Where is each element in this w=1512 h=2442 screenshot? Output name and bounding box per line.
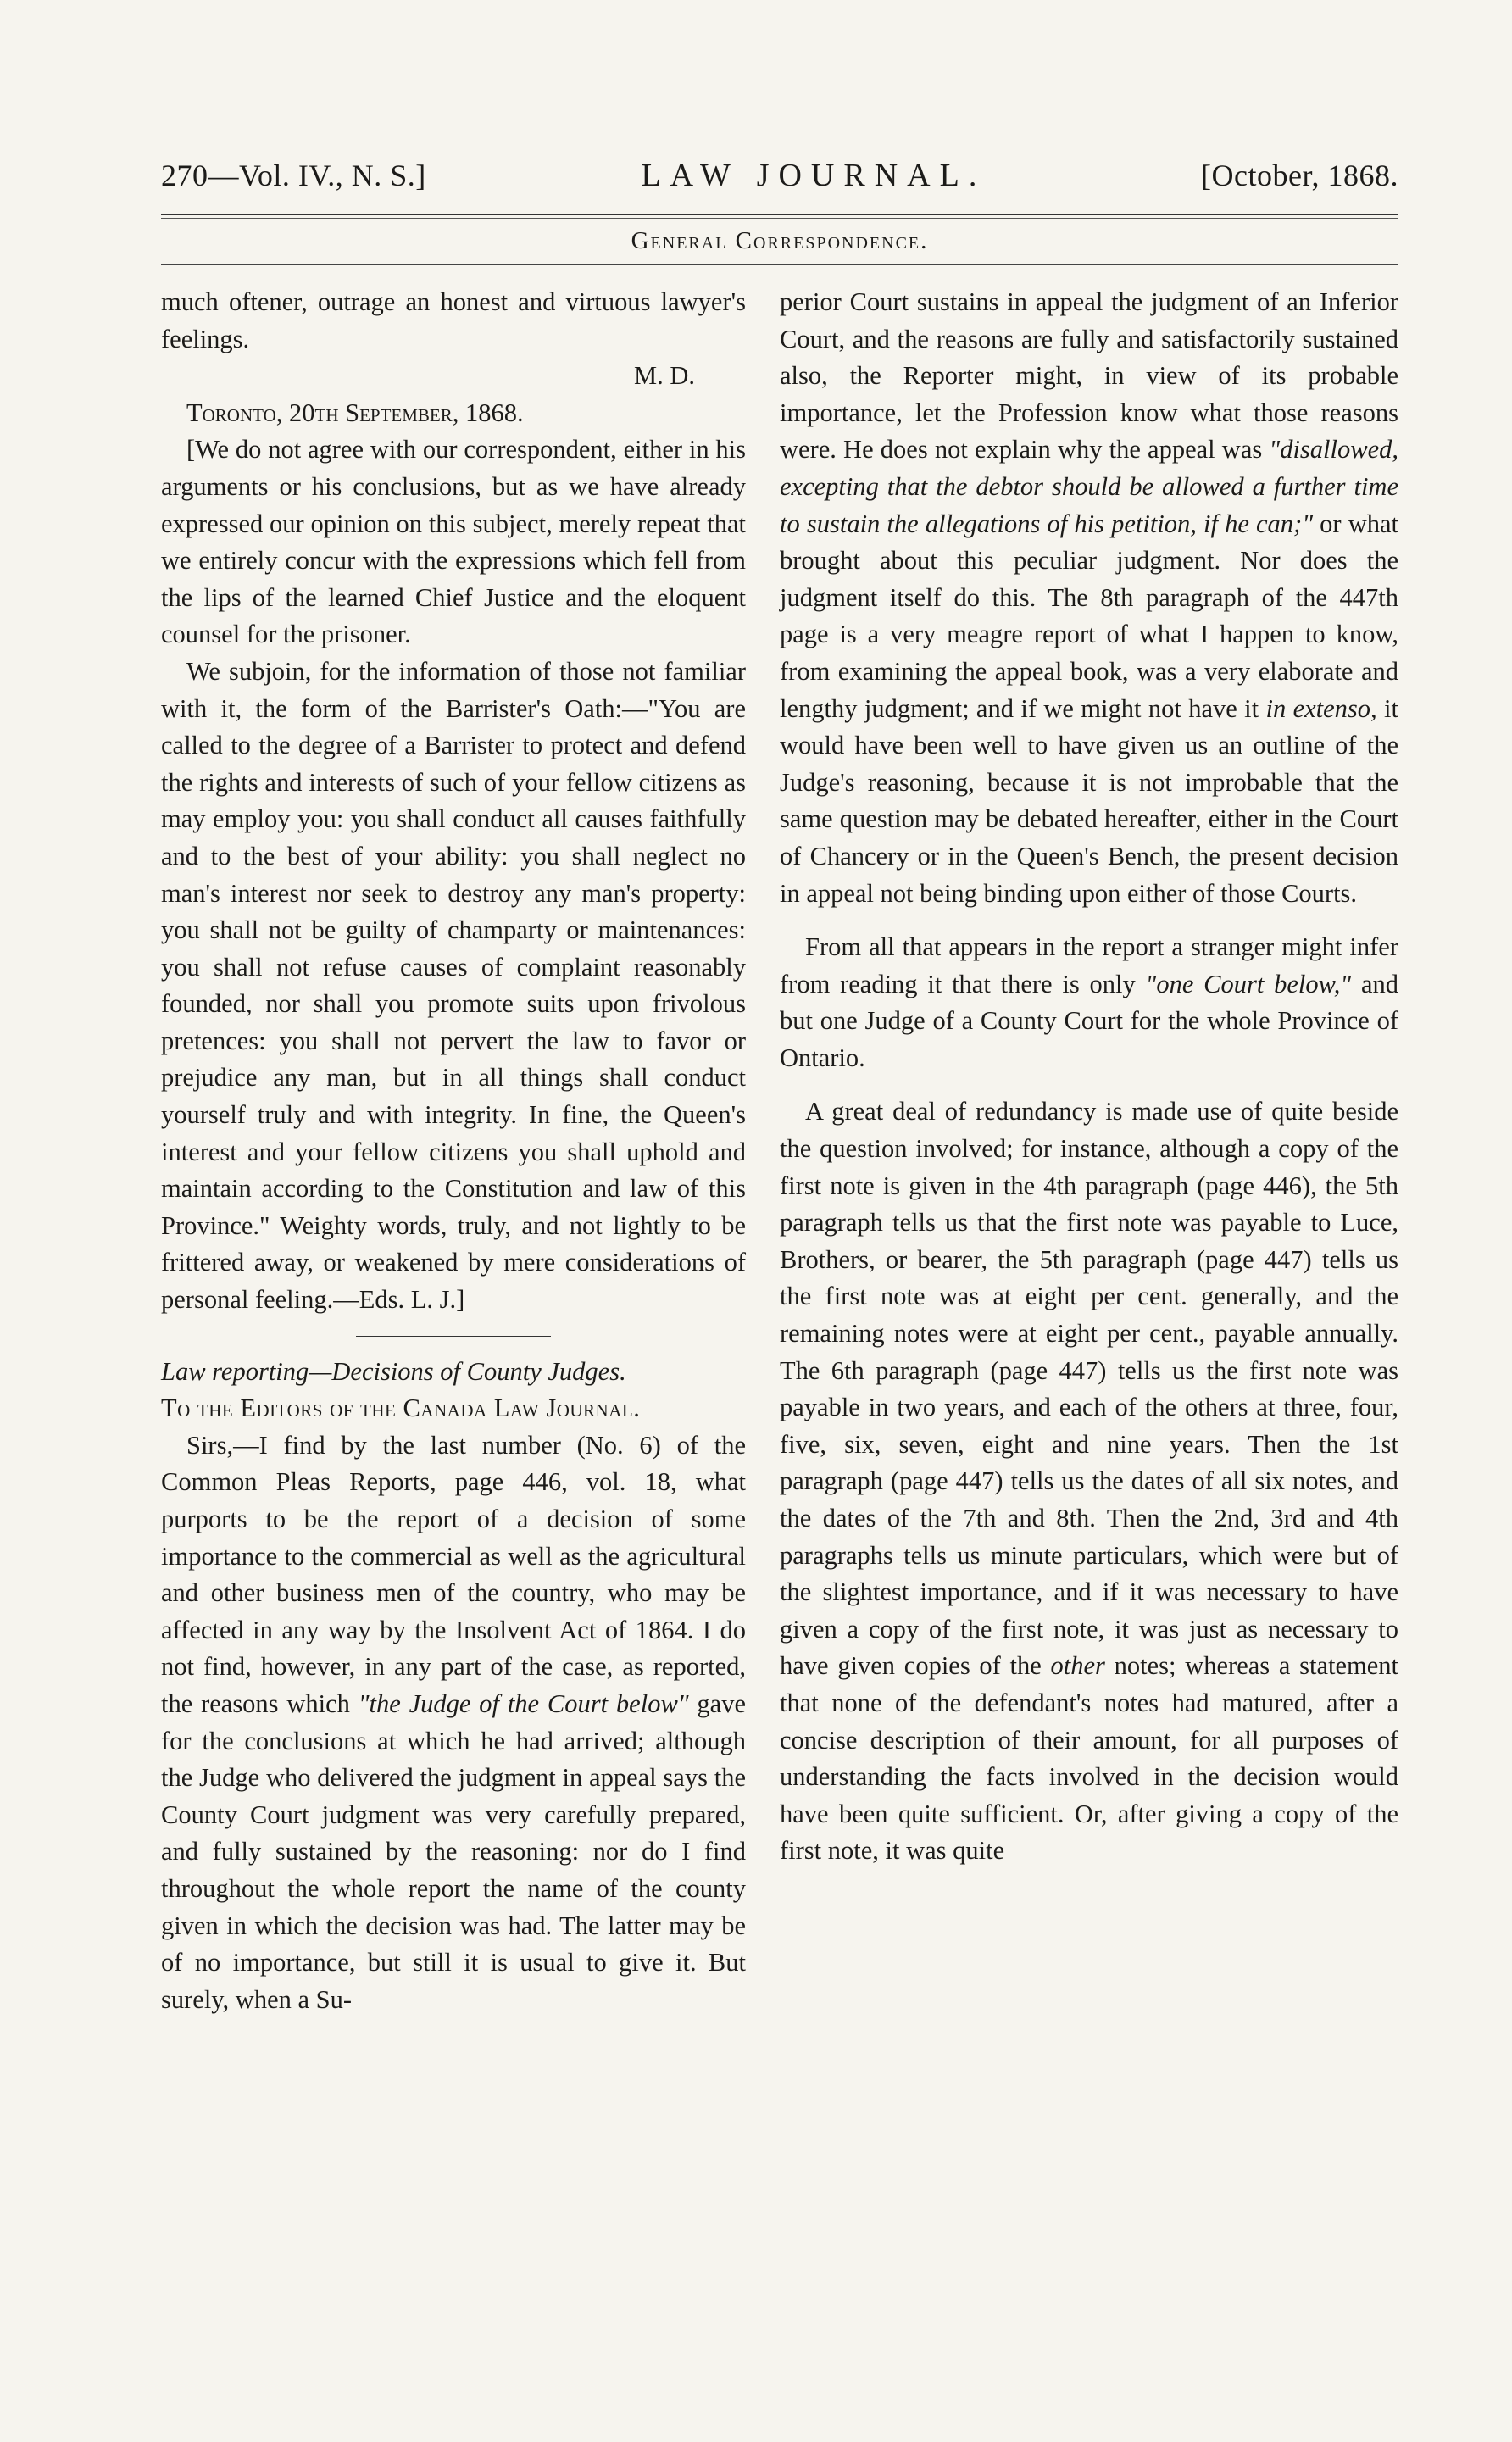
header-rule-thick [161,214,1398,215]
to-editors-line: To the Editors of the Canada Law Journal. [161,1393,641,1423]
letter-text-a: Sirs,—I find by the last number (No. 6) of the Common Pleas Reports, page 446, vol. 18, what purports to be the report of a decision of some importance to the commercial as well as the agricultural and other business men of the country, who may be affected in any way by the Insolvent Act of 1864. I do not find, however, in any part of the case, as reported, the reasons which [161,1430,746,1718]
right-paragraph-3 [780,1093,1398,1869]
article-heading: Law reporting—Decisions of County Judges. [161,1356,626,1386]
section-rule [161,264,1398,265]
right-paragraph-1 [780,284,1398,912]
article-separator [356,1336,551,1337]
right-text-b: or what brought about this peculiar judgment. Nor does the judgment itself do this. The 8th paragraph of the 447th page is a very meagre report of what I happen to know, from examining the appeal book, was a very elaborate and lengthy judgment; and if we might not have it [780,509,1398,723]
right-column [780,284,1398,1870]
right-paragraph-2 [780,929,1398,1076]
right-p2-italic: "one Court below," [1145,969,1352,998]
editors-note: [We do not agree with our correspondent, either in his arguments or his conclusions, but as we have already expressed our opinion on this subject, merely repeat that we entirely concur with the expressions which fell from the lips of the learned Chief Justice and the eloquent counsel for the prisoner. [161,435,746,649]
left-paragraph-1: much oftener, outrage an honest and virtuous lawyer's feelings. [161,287,746,353]
right-p2-text-a: From all that appears in the report a stranger might infer from reading it that there is only [780,932,1398,998]
letter-text-b: gave for the conclusions at which he had arrived; although the Judge who delivered the judgment in appeal says the County Court judgment was very carefully prepared, and fully sustained by the reasoning: nor do I find throughout the whole report the name of the county given in which the decision was had. The latter may be of no importance, but still it is usual to give it. But surely, when a Su- [161,1688,746,2014]
page-number-volume: 270—Vol. IV., N. S.] [161,159,426,192]
letter-italic-quote: "the Judge of the Court below" [358,1688,689,1718]
signature: M. D. [633,361,695,391]
journal-title: LAW JOURNAL. [641,158,987,193]
right-italic-extenso: in extenso, [1265,693,1377,723]
right-text-c: it would have been well to have given us an outline of the Judge's reasoning, because it is not improbable that the same question may be debated hereafter, either in the Court of Chancery or in the Queen's Bench, the present decision in appeal not being binding upon either of those Courts. [780,693,1398,908]
running-header [161,157,1398,208]
right-p2-text-b: and but one Judge of a County Court for the whole Province of Ontario. [780,969,1399,1072]
paragraph-gap [780,1076,1398,1093]
right-text-a: perior Court sustains in appeal the judgment of an Inferior Court, and the reasons are fully and satisfactorily sustained also, the Reporter might, in view of its probable importance, let the Profession know what those reasons were. He does not explain why the appeal was [780,287,1398,464]
letter-paragraph-1 [161,1427,746,2019]
header-rule-thin [161,218,1398,219]
place-date: Toronto, 20th September, 1868. [186,398,524,427]
barristers-oath-paragraph: We subjoin, for the information of those not familiar with it, the form of the Barrister's Oath:—"You are called to the degree of a Barrister to protect and defend the rights and interests of such of your fellow citizens as may employ you: you shall conduct all causes faithfully and to the best of your ability: you shall neglect no man's interest nor seek to destroy any man's property: you shall not be guilty of champarty or maintenances: you shall not refuse causes of complaint reasonably founded, nor shall you promote suits upon frivolous pretences: you shall not pervert the law to favor or prejudice any man, but in all things shall conduct yourself truly and with integrity. In fine, the Queen's interest and your fellow citizens you shall uphold and maintain according to the Constitution and law of this Province." Weighty words, truly, and not lightly to be frittered away, or weakened by mere considerations of personal feeling.—Eds. L. J.] [161,656,746,1315]
issue-date: [October, 1868. [1201,159,1398,192]
right-p3-text-a: A great deal of redundancy is made use of quite beside the question involved; for instance, although a copy of the first note is given in the 4th paragraph (page 446), the 5th paragraph tells us that the first note was payable to Luce, Brothers, or bearer, the 5th paragraph (page 447) tells us the first note was at eight per cent. generally, and the remaining notes were at eight per cent., payable annually. The 6th paragraph (page 447) tells us the first note was payable in two years, and each of the others at three, four, five, six, seven, eight and nine years. Then the 1st paragraph (page 447) tells us the dates of all six notes, and the dates of the 7th and 8th. Then the 2nd, 3rd and 4th paragraphs tells us minute particulars, which were but of the slightest importance, and if it was necessary to have given a copy of the first note, it was just as necessary to have given copies of the [780,1097,1398,1681]
right-italic-quote: "disallowed, excepting that the debtor should be allowed a further time to sustain the allegations of his petition, if he can;" [780,435,1398,538]
section-title: General Correspondence. [631,227,929,254]
right-p3-text-b: notes; whereas a statement that none of the defendant's notes had matured, after a concise description of their amount, for all purposes of understanding the facts involved in the decision would have been quite sufficient. Or, after giving a copy of the first note, it was quite [780,1651,1399,1866]
paragraph-gap [780,912,1398,929]
left-column [161,284,746,2018]
right-p3-italic: other [1050,1651,1105,1681]
